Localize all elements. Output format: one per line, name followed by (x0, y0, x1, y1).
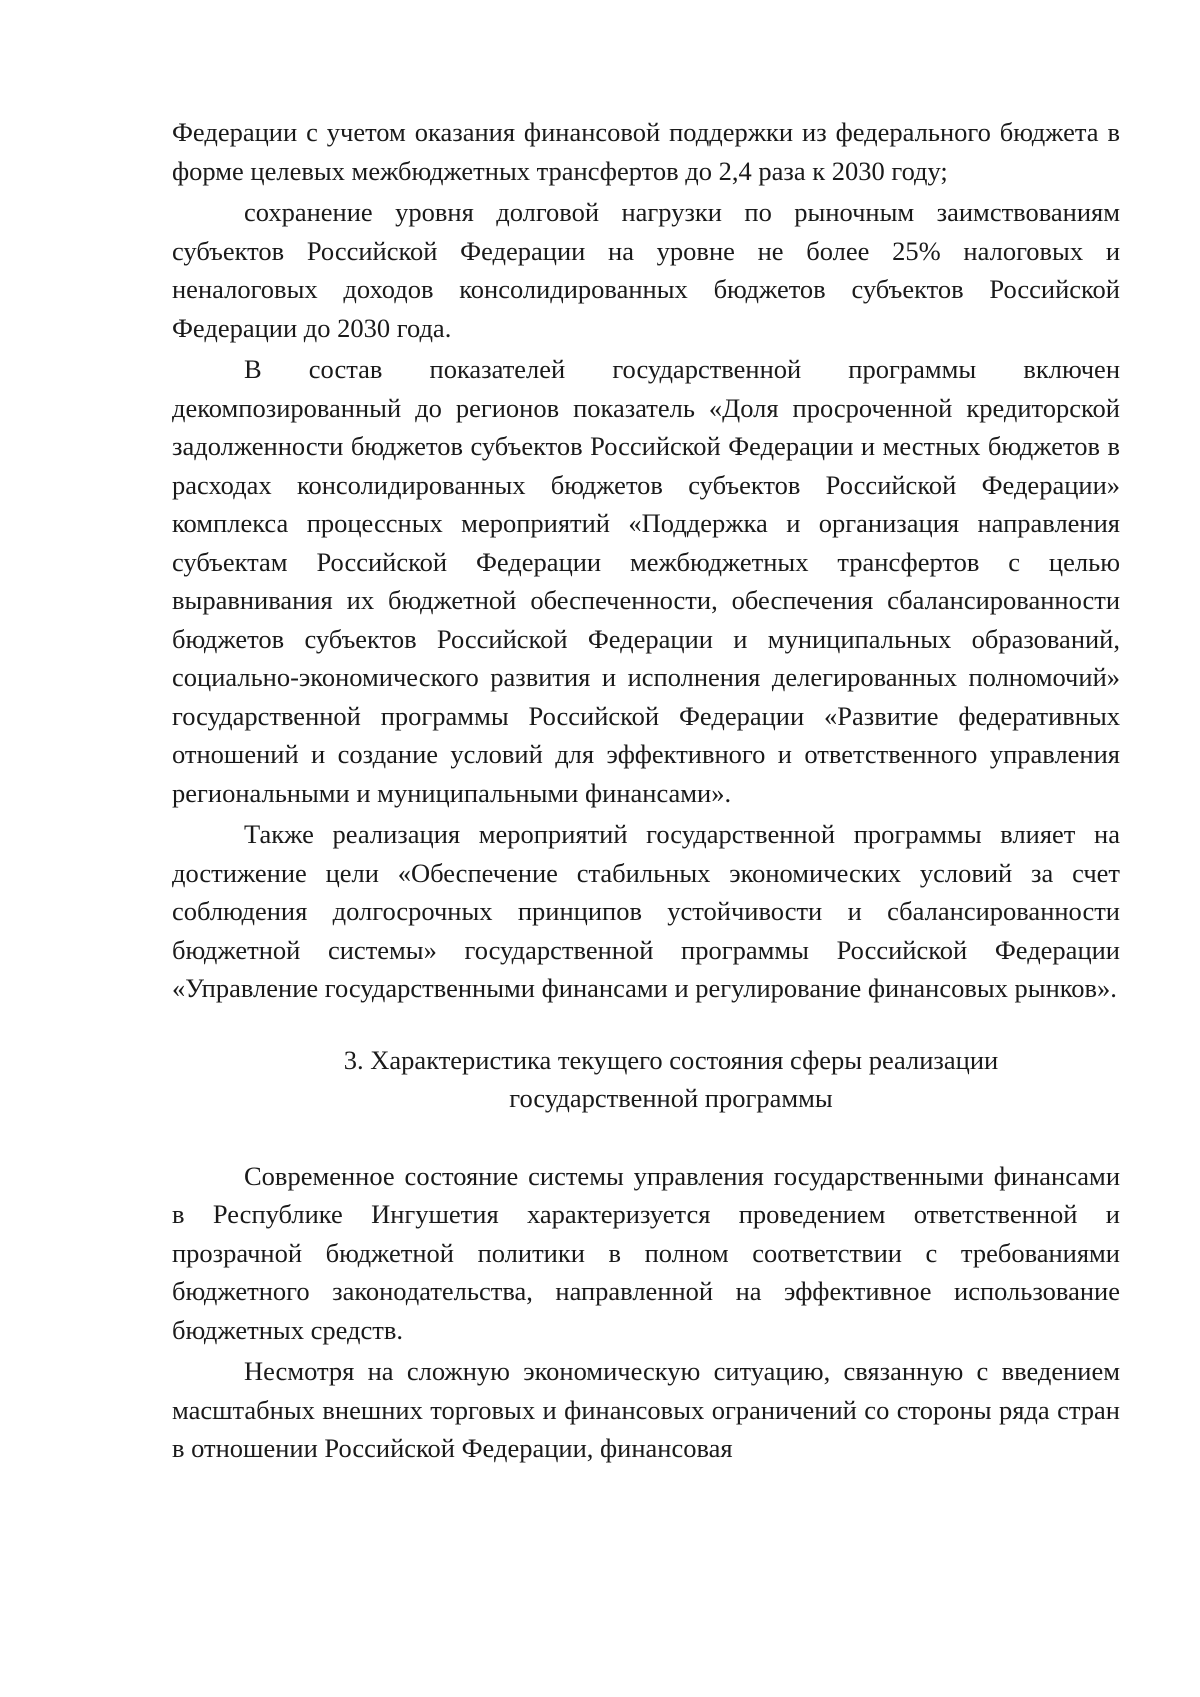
paragraph-program-influence: Также реализация мероприятий государственной программы влияет на достижение цели «Обеспечение стабильных экономических условий за счет соблюдения долгосрочных принципов устойчивости и сбалансированности бюджетной системы» государственной программы Российской Федерации «Управление государственными финансами и регулирование финансовых рынков». (172, 819, 1120, 1003)
paragraph-debt-load-target: сохранение уровня долговой нагрузки по рыночным заимствованиям субъектов Российской Федерации на уровне не более 25% налоговых и неналоговых доходов консолидированных бюджетов субъектов Российской Федерации до 2030 года. (172, 197, 1120, 343)
paragraph-current-state: Современное состояние системы управления государственными финансами в Республике Ингушетия характеризуется проведением ответственной и прозрачной бюджетной политики в полном соответствии с требованиями бюджетного законодательства, направленной на эффективное использование бюджетных средств. (172, 1160, 1120, 1345)
document-body (172, 113, 1120, 1471)
section-heading-line-2: государственной программы (509, 1083, 833, 1113)
section-heading (172, 1041, 1120, 1118)
paragraph-federal-support-target: Федерации с учетом оказания финансовой поддержки из федерального бюджета в форме целевых межбюджетных трансфертов до 2,4 раза к 2030 году; (172, 117, 1120, 186)
paragraph-decomposed-indicator: В состав показателей государственной программы включен декомпозированный до регионов показатель «Доля просроченной кредиторской задолженности бюджетов субъектов Российской Федерации и местных бюджетов в расходах консолидированных бюджетов субъектов Российской Федерации» комплекса процессных мероприятий «Поддержка и организация направления субъектам Российской Федерации межбюджетных трансфертов с целью выравнивания их бюджетной обеспеченности, обеспечения сбалансированности бюджетов субъектов Российской Федерации и муниципальных образований, социально-экономического развития и исполнения делегированных полномочий» государственной программы Российской Федерации «Развитие федеративных отношений и создание условий для эффективного и ответственного управления региональными и муниципальными финансами». (172, 354, 1120, 808)
paragraph-economic-situation: Несмотря на сложную экономическую ситуацию, связанную с введением масштабных внешних торговых и финансовых ограничений со стороны ряда стран в отношении Российской Федерации, финансовая (172, 1356, 1120, 1463)
section-heading-line-1: 3. Характеристика текущего состояния сферы реализации (343, 1044, 999, 1075)
